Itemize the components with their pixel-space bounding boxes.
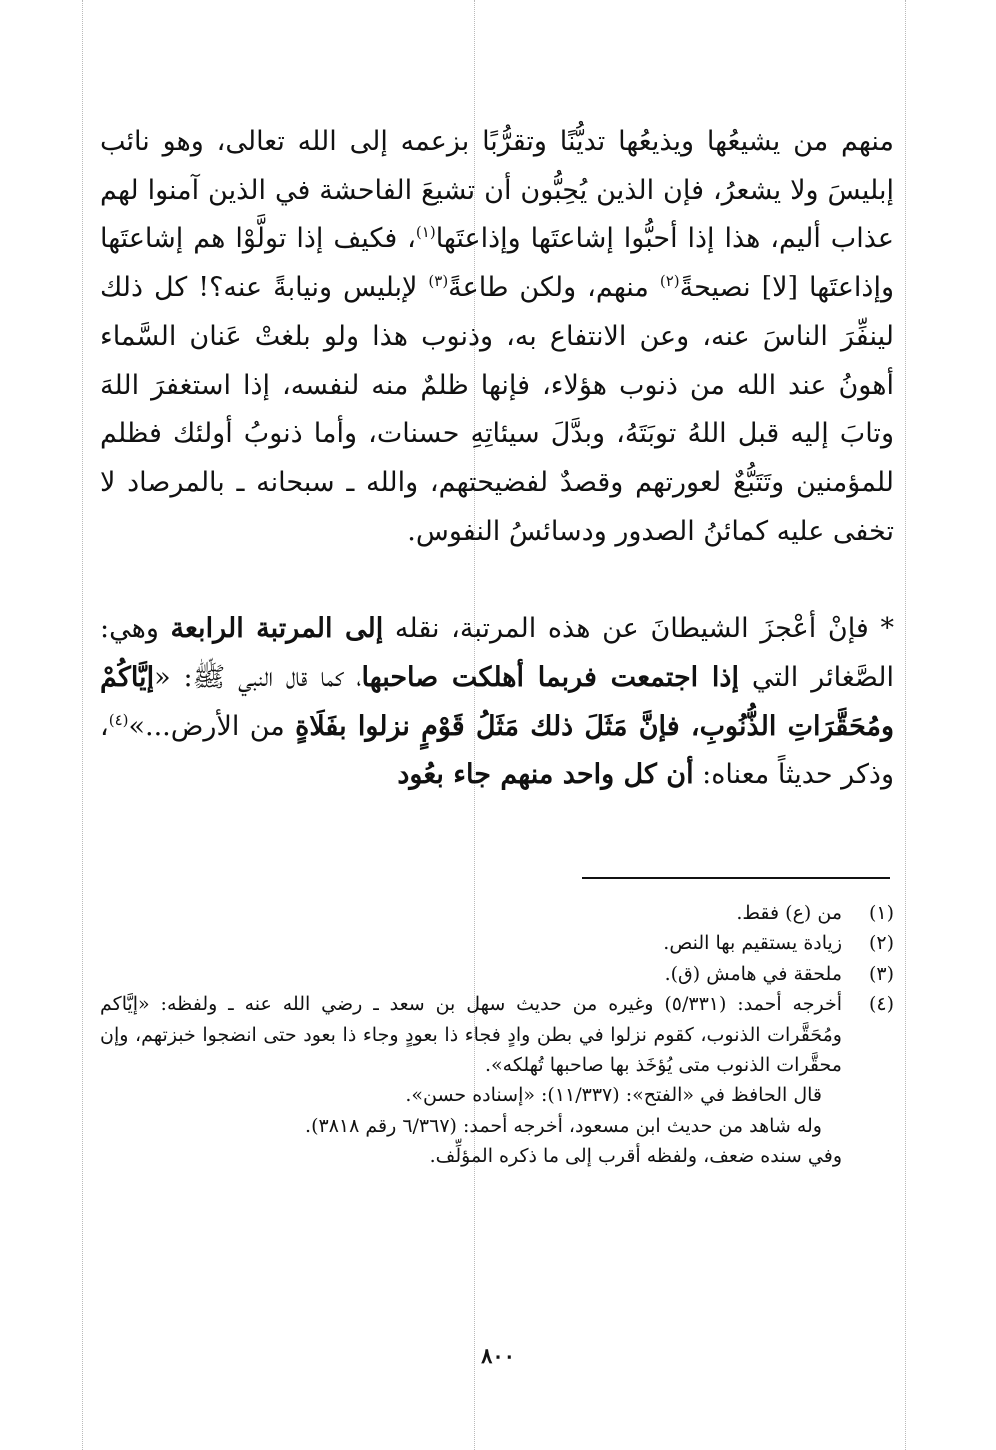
footnote-text: من (ع) فقط. (736, 902, 842, 924)
footnote-text: أخرجه أحمد: (٥/٣٣١) وغيره من حديث سهل بن سعد ـ رضي الله عنه ـ ولفظه: «إيَّاكم ومُحَقَّرات الذنوب، كقوم نزلوا في بطن وادٍ فجاء ذا بعودٍ وجاء ذا بعود حتى انضجوا خبزتهم، وإن محقَّرات الذنوب متى يُؤخَذ بها صاحبها تُهلكه». (100, 993, 842, 1077)
footnote-number: (١) (868, 902, 894, 924)
footnote-4-witness-cont: وفي سنده ضعف، ولفظه أقرب إلى ما ذكره المؤلِّف. (429, 1145, 842, 1168)
hadith-quote: إيَّاكُمْ ومُحَقَّرَاتِ الذُّنُوبِ، فإنَّ مَثَلَ ذلك مَثَلُ قَوْمٍ نزلوا بفَلَاةٍ (100, 662, 894, 742)
footnote-number: (٤) (868, 993, 894, 1016)
footnote-4 (100, 989, 894, 1080)
page-number: ٨٠٠ (481, 1343, 515, 1368)
footnote-number: (٢) (868, 932, 894, 955)
bold-phrase: إلى المرتبة الرابعة (170, 613, 384, 645)
footnote-2 (100, 928, 894, 958)
bold-phrase: إذا اجتمعت فربما أهلكت صاحبها (361, 662, 739, 694)
scan-guide-line (905, 0, 906, 1450)
footnote-separator (582, 877, 890, 879)
footnote-ref-3: (٣) (428, 272, 449, 291)
scan-guide-line (82, 0, 83, 1450)
bold-phrase: أن كل واحد منهم جاء بعُود (397, 759, 694, 791)
footnote-text: ملحقة في هامش (ق). (664, 962, 842, 985)
paragraph-2: * فإنْ أعْجزَ الشيطانَ عن هذه المرتبة، نقله إلى المرتبة الرابعة وهي: الصَّغائر التي إذا اجتمعت فربما أهلكت صاحبها، كما قال النبي ﷺ: «إيَّاكُمْ ومُحَقَّرَاتِ الذُّنُوبِ، فإنَّ مَثَلَ ذلك مَثَلُ قَوْمٍ نزلوا بفَلَاةٍ من الأرض...»$^{(٤)}$، وذكر حديثاً معناه: أن كل واحد منهم جاء بعُود (100, 613, 895, 791)
footnote-4-witness: وله شاهد من حديث ابن مسعود، أخرجه أحمد: (٦/٣٦٧ رقم ٣٨١٨). (305, 1114, 822, 1137)
footnote-4-hafiz: قال الحافظ في «الفتح»: (١١/٣٣٧): «إسناده حسن». (405, 1084, 822, 1107)
footnote-ref-4: (٤) (108, 710, 129, 729)
main-text (100, 118, 894, 800)
footnote-ref-1: (١) (415, 223, 436, 242)
footnote-3 (100, 959, 894, 989)
footnote-number: (٣) (868, 962, 894, 985)
footnote-1 (100, 898, 894, 928)
footnotes (100, 898, 894, 1172)
footnote-ref-2: (٢) (659, 272, 680, 291)
paragraph-1: منهم من يشيعُها ويذيعُها تديُّنًا وتقرُّبًا بزعمه إلى الله تعالى، وهو نائب إبليسَ ولا يشعرُ، فإن الذين يُحِبُّون أن تشيعَ الفاحشة في الذين آمنوا لهم عذاب أليم، هذا إذا أحبُّوا إشاعتَها وإذاعتَها$^{(١)}$، فكيف إذا تولَّوْا هم إشاعتَها وإذاعتَها [لا] نصيحةً$^{(٢)}$ منهم، ولكن طاعةً$^{(٣)}$ لإبليس ونيابةً عنه؟! كل ذلك لينفِّرَ الناسَ عنه، وعن الانتفاع به، وذنوب هذا ولو بلغتْ عَنان السَّماء أهونُ عند الله من ذنوب هؤلاء، فإنها ظلمٌ منه لنفسه، إذا استغفرَ اللهَ وتابَ إليه قبل اللهُ توبَتَهُ، وبدَّلَ سيئاتِهِ حسنات، وأما ذنوبُ أولئك فظلم للمؤمنين وتَتَبُّعٌ لعورتهم وقصدٌ لفضيحتهم، والله ـ سبحانه ـ بالمرصاد لا تخفى عليه كمائنُ الصدور ودسائسُ النفوس. (100, 126, 894, 547)
footnote-text: زيادة يستقيم بها النص. (663, 932, 842, 955)
